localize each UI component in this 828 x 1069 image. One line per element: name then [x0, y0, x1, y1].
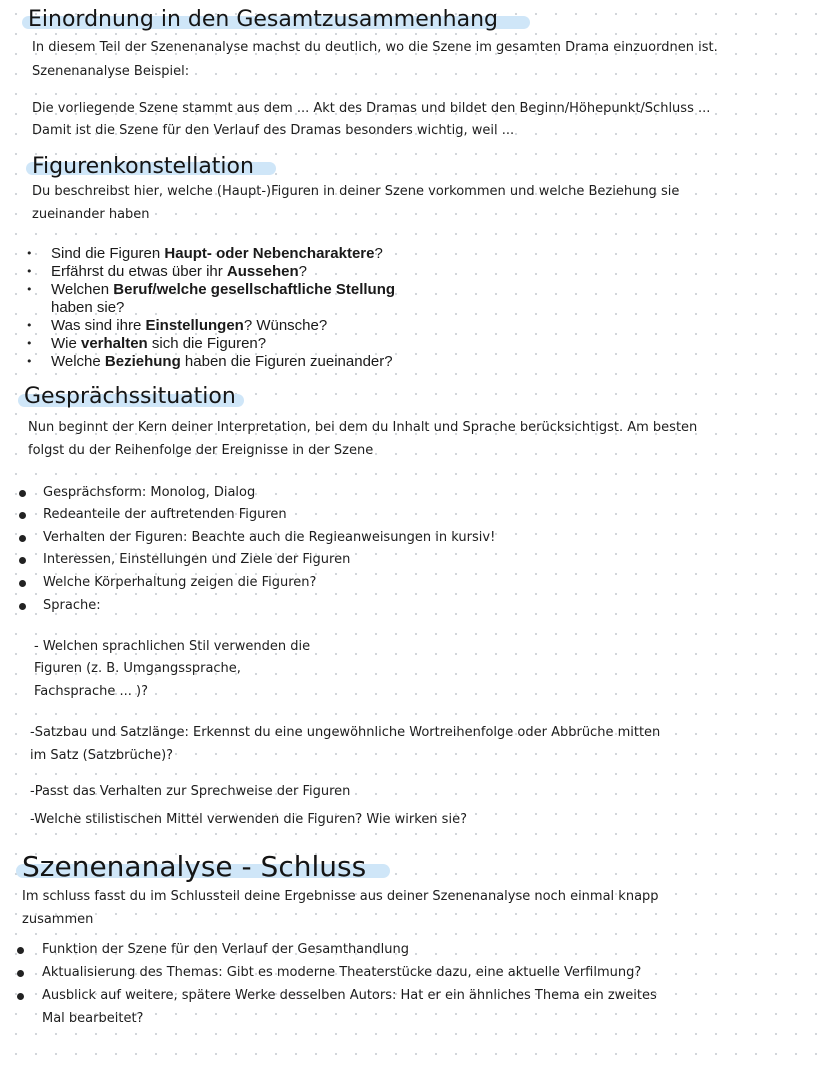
- example-label: Szenenanalyse Beispiel:: [32, 64, 190, 79]
- list-item: Sprache:: [43, 598, 101, 613]
- sprache-note-line: -Passt das Verhalten zur Sprechweise der Figuren: [30, 784, 351, 799]
- list-item: Ausblick auf weitere, spätere Werke desselben Autors: Hat er ein ähnliches Thema ein zweites: [42, 988, 657, 1003]
- list-item: Was sind ihre Einstellungen? Wünsche?: [51, 317, 328, 334]
- bullet-icon: [19, 512, 26, 519]
- bullet-icon: [17, 970, 24, 977]
- section-title-schluss: Szenenanalyse - Schluss: [22, 850, 367, 883]
- list-item-continuation: haben sie?: [51, 299, 125, 316]
- list-item: Welchen Beruf/welche gesellschaftliche Stellung: [51, 281, 396, 298]
- section2-intro-line-2: zueinander haben: [32, 207, 150, 222]
- section-title-gespraechssituation: Gesprächssituation: [24, 384, 236, 409]
- list-item: Funktion der Szene für den Verlauf der Gesamthandlung: [42, 942, 409, 957]
- bullet-icon: •: [26, 319, 33, 332]
- list-item: Interessen, Einstellungen und Ziele der Figuren: [43, 552, 351, 567]
- sprache-note-line: -Welche stilistischen Mittel verwenden die Figuren? Wie wirken sie?: [30, 812, 467, 827]
- sprache-note-line: -Satzbau und Satzlänge: Erkennst du eine ungewöhnliche Wortreihenfolge oder Abbrüche mitten: [30, 725, 661, 740]
- list-item: Welche Beziehung haben die Figuren zueinander?: [51, 353, 393, 370]
- bullet-icon: [19, 490, 26, 497]
- section3-intro-line-1: Nun beginnt der Kern deiner Interpretation, bei dem du Inhalt und Sprache berücksichtigst. Am besten: [28, 420, 698, 435]
- example-line-2: Damit ist die Szene für den Verlauf des Dramas besonders wichtig, weil ...: [32, 123, 515, 138]
- bullet-icon: [17, 993, 24, 1000]
- list-item: Verhalten der Figuren: Beachte auch die Regieanweisungen in kursiv!: [43, 530, 496, 545]
- bullet-icon: [19, 580, 26, 587]
- list-item: Welche Körperhaltung zeigen die Figuren?: [43, 575, 317, 590]
- section1-intro: In diesem Teil der Szenenanalyse machst du deutlich, wo die Szene im gesamten Drama einzuordnen ist.: [32, 40, 718, 55]
- bullet-icon: [19, 603, 26, 610]
- bullet-icon: •: [26, 283, 33, 296]
- section-title-einordnung: Einordnung in den Gesamtzusammenhang: [28, 7, 499, 32]
- section4-intro-line-2: zusammen: [22, 912, 94, 927]
- list-item: Sind die Figuren Haupt- oder Nebencharaktere?: [51, 245, 383, 262]
- list-item: Wie verhalten sich die Figuren?: [51, 335, 267, 352]
- bullet-icon: [19, 557, 26, 564]
- sprache-note-line: - Welchen sprachlichen Stil verwenden die: [34, 639, 311, 654]
- bullet-icon: [19, 535, 26, 542]
- sprache-note-line: im Satz (Satzbrüche)?: [30, 748, 174, 763]
- section-title-figurenkonstellation: Figurenkonstellation: [32, 154, 254, 179]
- list-item: Gesprächsform: Monolog, Dialog: [43, 485, 256, 500]
- section3-intro-line-2: folgst du der Reihenfolge der Ereignisse in der Szene: [28, 443, 374, 458]
- bullet-icon: [17, 947, 24, 954]
- list-item: Erfährst du etwas über ihr Aussehen?: [51, 263, 307, 280]
- sprache-note-line: Fachsprache ... )?: [34, 684, 148, 699]
- bullet-icon: •: [26, 247, 33, 260]
- bullet-icon: •: [26, 355, 33, 368]
- list-item-continuation: Mal bearbeitet?: [42, 1011, 144, 1026]
- section2-intro-line-1: Du beschreibst hier, welche (Haupt-)Figuren in deiner Szene vorkommen und welche Beziehung sie: [32, 184, 680, 199]
- bullet-icon: •: [26, 337, 33, 350]
- section4-intro-line-1: Im schluss fasst du im Schlussteil deine Ergebnisse aus deiner Szenenanalyse noch einmal knapp: [22, 889, 659, 904]
- list-item: Aktualisierung des Themas: Gibt es moderne Theaterstücke dazu, eine aktuelle Verfilmung?: [42, 965, 642, 980]
- list-item: Redeanteile der auftretenden Figuren: [43, 507, 287, 522]
- example-line-1: Die vorliegende Szene stammt aus dem ... Akt des Dramas und bildet den Beginn/Höhepunkt/Schluss ...: [32, 101, 711, 116]
- sprache-note-line: Figuren (z. B. Umgangssprache,: [34, 661, 241, 676]
- bullet-icon: •: [26, 265, 33, 278]
